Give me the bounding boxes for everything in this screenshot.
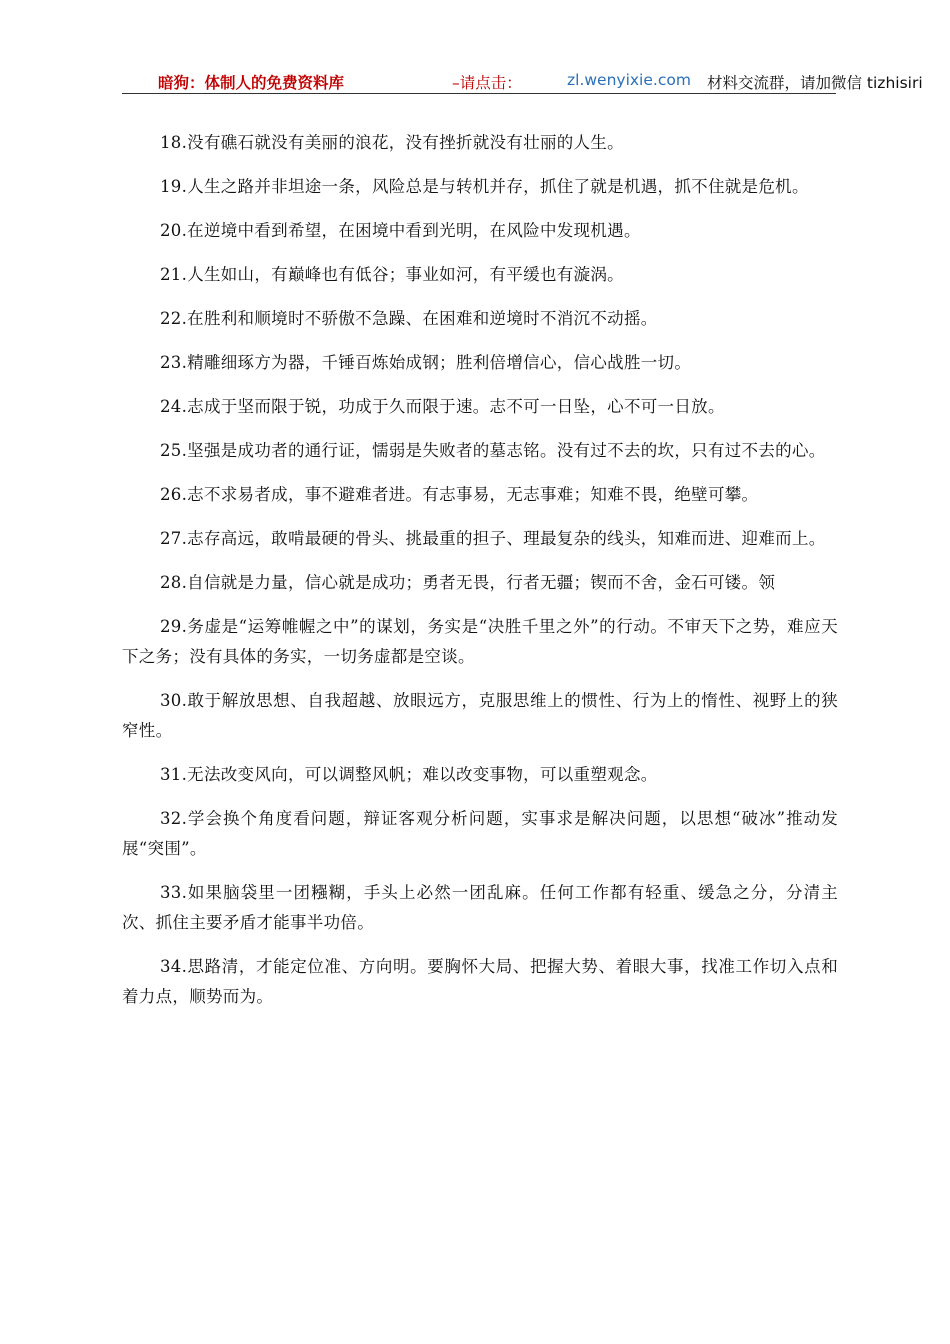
- paragraph-29: 29.务虚是“运筹帷幄之中”的谋划，务实是“决胜千里之外”的行动。不审天下之势，难应天下之务；没有具体的务实，一切务虚都是空谈。: [122, 617, 838, 666]
- paragraph-30: 30.敢于解放思想、自我超越、放眼远方，克服思维上的惯性、行为上的惰性、视野上的狭窄性。: [122, 691, 838, 740]
- paragraph-18: 18.没有礁石就没有美丽的浪花，没有挫折就没有壮丽的人生。: [160, 133, 624, 152]
- paragraph-20: 20.在逆境中看到希望，在困境中看到光明，在风险中发现机遇。: [160, 221, 641, 240]
- paragraph-19: 19.人生之路并非坦途一条，风险总是与转机并存，抓住了就是机遇，抓不住就是危机。: [160, 177, 809, 196]
- document-body: [122, 128, 838, 1026]
- paragraph-21: 21.人生如山，有巅峰也有低谷；事业如河，有平缓也有漩涡。: [160, 265, 624, 284]
- header-site-name: 暗狗：体制人的免费资料库: [158, 74, 345, 92]
- paragraph-26: 26.志不求易者成，事不避难者进。有志事易，无志事难；知难不畏，绝壁可攀。: [160, 485, 759, 504]
- paragraph-24: 24.志成于坚而限于锐，功成于久而限于速。志不可一日坠，心不可一日放。: [160, 397, 725, 416]
- paragraph-34: 34.思路清，才能定位准、方向明。要胸怀大局、把握大势、着眼大事，找准工作切入点和着力点，顺势而为。: [122, 957, 838, 1006]
- paragraph-25: 25.坚强是成功者的通行证，懦弱是失败者的墓志铭。没有过不去的坎，只有过不去的心。: [160, 441, 826, 460]
- header-wechat-note: 材料交流群，请加微信 tizhisiri: [707, 74, 923, 92]
- paragraph-31: 31.无法改变风向，可以调整风帆；难以改变事物，可以重塑观念。: [160, 765, 658, 784]
- header-url-link[interactable]: zl.wenyixie.com: [567, 71, 691, 89]
- paragraph-27: 27.志存高远，敢啃最硬的骨头、挑最重的担子、理最复杂的线头，知难而进、迎难而上。: [160, 529, 826, 548]
- page-header: [122, 64, 923, 94]
- paragraph-28: 28.自信就是力量，信心就是成功；勇者无畏，行者无疆；锲而不舍，金石可镂。领: [160, 573, 776, 592]
- paragraph-33: 33.如果脑袋里一团糨糊，手头上必然一团乱麻。任何工作都有轻重、缓急之分，分清主次、抓住主要矛盾才能事半功倍。: [122, 883, 838, 932]
- paragraph-32: 32.学会换个角度看问题，辩证客观分析问题，实事求是解决问题，以思想“破冰”推动发展“突围”。: [122, 809, 838, 858]
- paragraph-22: 22.在胜利和顺境时不骄傲不急躁、在困难和逆境时不消沉不动摇。: [160, 309, 658, 328]
- paragraph-23: 23.精雕细琢方为器，千锤百炼始成钢；胜利倍增信心，信心战胜一切。: [160, 353, 692, 372]
- header-click-label: –请点击：: [452, 74, 522, 92]
